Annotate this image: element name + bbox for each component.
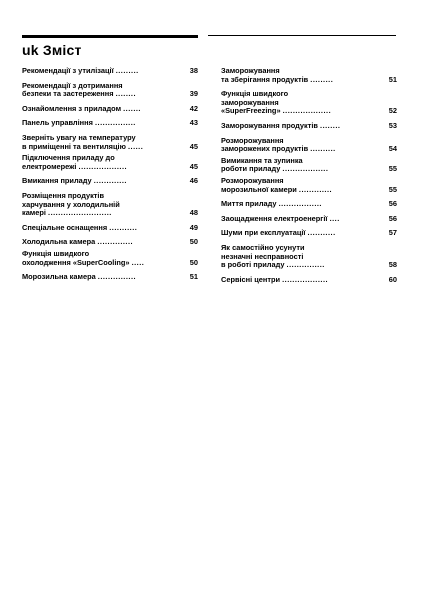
toc-entry-leader: ......... [310,74,334,84]
toc-entry-page: 55 [388,164,397,174]
language-code: uk [22,42,39,58]
toc-entry-title: Заморожування та зберігання продуктів [221,67,309,84]
toc-entry-leader: ................ [94,119,136,128]
toc-entry[interactable] [22,177,198,186]
toc-entry-page: 57 [388,228,397,238]
toc-entry-leader: .............. [97,238,134,247]
toc-entry-leader: ........ [115,89,137,99]
toc-entry-title: Спеціальне оснащення [22,223,110,232]
toc-entry-title: Як самостійно усунути незначні несправності в роботі приладу [221,243,305,270]
toc-entry[interactable] [22,105,198,114]
toc-entry-leader: ....... [123,104,141,113]
toc-entry-page: 60 [388,274,397,284]
toc-entry-leader: ............. [93,177,127,186]
toc-entry[interactable] [221,122,397,131]
toc-entry-page: 46 [189,176,198,186]
toc-entry-title: Розміщення продуктів харчування у холодильній камері [22,191,120,218]
toc-entry-title: Панель управління [22,119,95,128]
toc-entry[interactable] [221,67,397,84]
toc-entry-leader: ............... [97,273,137,282]
toc-entry-page: 58 [388,260,397,270]
page-title [22,42,82,58]
toc-entry-leader: ................. [278,200,322,209]
toc-entry-page: 51 [388,74,397,84]
toc-entry-title: Вмикання приладу [22,177,94,186]
toc-entry-title: Підключення приладу до електромережі [22,154,115,171]
toc-entry[interactable] [22,82,198,99]
toc-entry-title: Заощадження електроенергії [221,214,330,223]
toc-entry-title: Сервісні центри [221,275,283,284]
toc-entry-page: 45 [189,161,198,171]
toc-entry-title: Вимикання та зупинка роботи приладу [221,156,303,174]
title-text: Зміст [42,42,82,58]
toc-entry-page: 50 [189,237,198,247]
header-rule-left [22,35,198,38]
toc-entry-leader: ......................... [48,208,112,218]
toc-entry-title: Заморожування продуктів [221,121,321,130]
toc-entry[interactable] [22,224,198,233]
toc-entry[interactable] [221,215,397,224]
toc-entry-leader: ..... [131,257,145,267]
toc-entry[interactable] [22,250,198,267]
toc-entry-page: 48 [189,208,198,218]
toc-entry-page: 43 [189,118,198,128]
toc-entry-title: Холодильна камера [22,238,98,247]
toc-entry-leader: ................... [282,106,332,116]
toc-entry[interactable] [221,177,397,194]
toc-entry-title: Розморожування заморожених продуктів [221,136,309,154]
toc-entry[interactable] [221,244,397,270]
toc-entry-leader: ............... [286,260,325,270]
toc-entry-page: 55 [388,184,397,194]
toc-entry-title: Функція швидкого охолодження «SuperCooling» [22,249,130,267]
toc-entry-leader: ........ [320,121,341,130]
toc-entry-leader: ...... [127,141,144,151]
toc-entry-page: 45 [189,141,198,151]
toc-entry[interactable] [22,154,198,171]
toc-entry-page: 39 [189,89,198,99]
toc-entry-leader: .......... [310,144,336,154]
toc-entry-page: 42 [189,103,198,113]
toc-entry[interactable] [221,276,397,285]
toc-entry[interactable] [22,273,198,282]
toc-entry-page: 51 [189,272,198,282]
toc-entry-page: 53 [388,120,397,130]
toc-entry-page: 50 [189,257,198,267]
toc-entry[interactable] [22,119,198,128]
toc-entry[interactable] [22,134,198,151]
toc-entry[interactable] [221,200,397,209]
toc-entry[interactable] [22,238,198,247]
toc-entry-leader: .... [329,214,340,223]
toc-entry-page: 56 [388,213,397,223]
toc-entry-page: 38 [189,66,198,75]
toc-entry-page: 49 [189,222,198,232]
toc-entry-page: 52 [388,106,397,116]
toc-entry-page: 56 [388,199,397,209]
toc-entry-leader: ......... [115,67,139,75]
toc-entry-leader: ........... [109,223,138,232]
toc-column-left [22,67,198,282]
toc-entry-title: Ознайомлення з приладом [22,104,124,113]
toc-entry-leader: .................. [282,275,329,284]
toc-entry-title: Функція швидкого заморожування «SuperFreezing» [221,90,289,116]
toc-entry-title: Миття приладу [221,200,279,209]
toc-entry-leader: ................... [78,161,128,171]
toc-entry-title: Шуми при експлуатації [221,229,308,238]
toc-entry[interactable] [221,229,397,238]
toc-entry-leader: .................. [282,164,329,174]
toc-entry-title: Зверніть увагу на температуру в приміщенні та вентиляцію [22,133,136,151]
toc-entry-title: Рекомендації з утилізації [22,67,116,75]
toc-column-right [221,67,397,284]
toc-entry[interactable] [22,192,198,218]
header-rule-right [208,35,396,36]
toc-entry[interactable] [221,157,397,174]
toc-entry-title: Рекомендації з дотримання безпеки та застереження [22,81,123,99]
toc-entry[interactable] [22,67,198,76]
toc-entry-leader: ............. [298,184,333,194]
toc-entry-leader: ........... [307,229,336,238]
toc-entry[interactable] [221,90,397,116]
toc-entry-title: Морозильна камера [22,273,98,282]
toc-entry-title: Розморожування морозильної камери [221,176,297,194]
toc-entry[interactable] [221,137,397,154]
toc-entry-page: 54 [388,144,397,154]
